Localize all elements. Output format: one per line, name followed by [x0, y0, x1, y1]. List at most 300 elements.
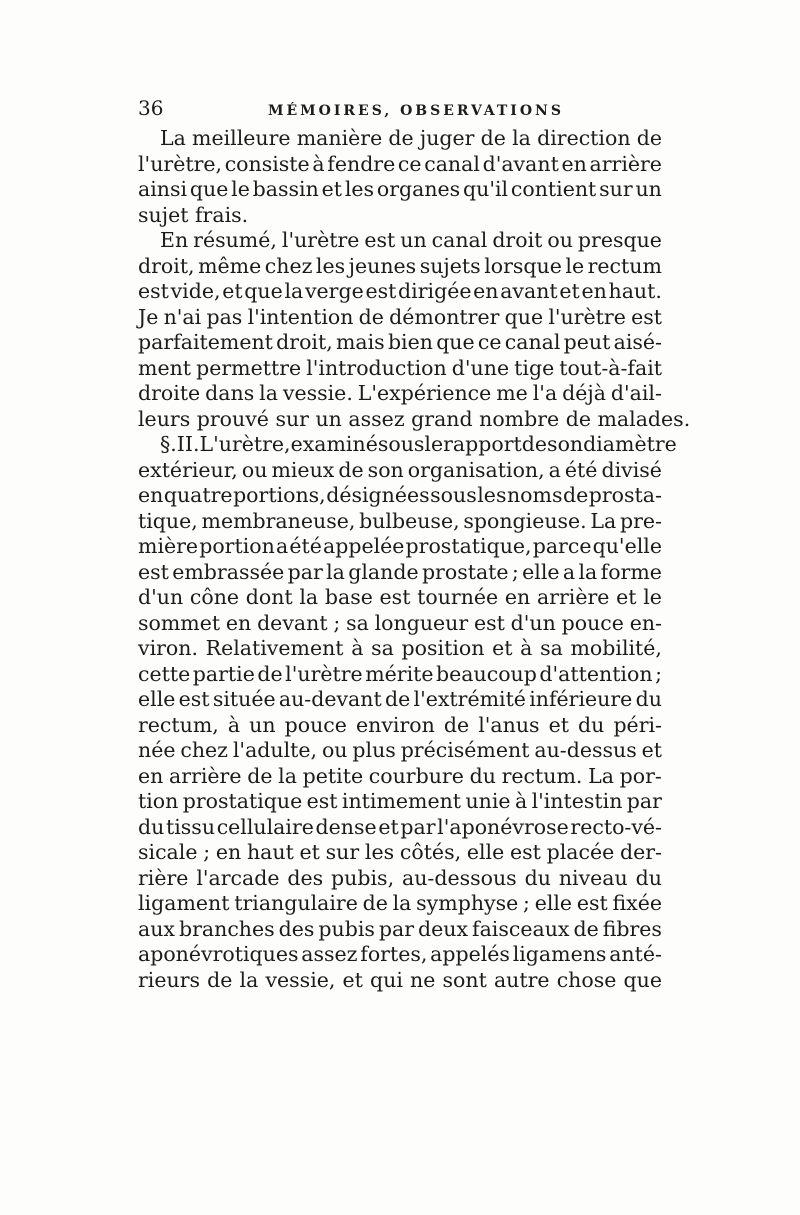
word: longueur: [374, 610, 469, 635]
word: petite: [302, 763, 364, 788]
text-line: [138, 483, 662, 509]
text-line: [138, 458, 662, 484]
word: ;: [333, 610, 341, 635]
text-line: [138, 917, 662, 943]
word: sa: [346, 610, 369, 635]
word: et: [222, 279, 243, 303]
word: la: [512, 126, 531, 150]
word: arrière: [536, 585, 610, 609]
word: et: [548, 712, 569, 737]
word: par: [626, 789, 662, 813]
word: est: [576, 891, 608, 915]
word: sommet: [138, 610, 221, 635]
word: l'a: [532, 381, 558, 405]
word: l'urètre: [281, 228, 360, 252]
word: arrière: [589, 151, 662, 176]
word: prouvé: [196, 406, 276, 431]
word: au-dessus: [534, 738, 637, 762]
word: en: [561, 151, 587, 176]
text-line: [138, 356, 662, 382]
word: La: [590, 508, 617, 533]
word: sujet: [138, 202, 195, 227]
word: forme: [600, 559, 662, 584]
word: tissu: [165, 814, 216, 839]
word: noms: [506, 483, 563, 507]
word: pas: [206, 304, 243, 329]
word: est: [138, 559, 169, 584]
word: située: [212, 687, 276, 711]
word: est: [364, 228, 396, 252]
word: haut: [246, 840, 294, 864]
word: le: [424, 432, 444, 456]
running-head: [138, 96, 662, 122]
word: la: [278, 763, 297, 788]
word: du: [578, 712, 605, 737]
word: pouce: [561, 610, 624, 635]
word: En: [160, 228, 189, 252]
word: et: [378, 814, 399, 839]
word: aux: [138, 916, 175, 941]
word: mérite: [365, 661, 434, 686]
word: par: [378, 916, 415, 941]
word: faisceaux: [472, 916, 570, 941]
text-line: [138, 662, 662, 688]
word: par: [287, 559, 323, 584]
word: en: [138, 483, 164, 507]
word: chez: [264, 253, 313, 278]
word: verge: [304, 279, 364, 303]
word: d'une: [451, 355, 510, 380]
word: de: [384, 687, 411, 711]
word: anté-: [609, 942, 662, 966]
word: est: [138, 279, 169, 303]
word: de: [573, 916, 599, 941]
word: sur: [599, 177, 633, 201]
word: sa: [540, 636, 563, 660]
word: les: [344, 177, 375, 201]
word: est: [473, 610, 505, 635]
word: partie: [192, 661, 255, 686]
word: d'un: [510, 610, 556, 635]
word: droit: [492, 228, 543, 252]
word: portions,: [233, 483, 326, 507]
word: droit,: [138, 253, 195, 278]
text-line: [138, 534, 662, 560]
word: en-: [629, 610, 662, 635]
word: la: [239, 967, 259, 992]
word: recto-vé-: [570, 814, 662, 839]
word: à: [514, 789, 528, 813]
word: les: [477, 483, 507, 507]
word: spongieuse.: [463, 508, 587, 533]
word: l'urètre: [548, 304, 626, 329]
word: mais: [335, 330, 385, 354]
word: que: [504, 304, 544, 329]
word: tournée: [417, 585, 499, 609]
word: de: [565, 406, 598, 431]
word: ce: [397, 151, 422, 176]
word: le: [231, 177, 250, 201]
word: presque: [577, 228, 662, 252]
word: prosta-: [588, 483, 662, 507]
word: de: [207, 967, 233, 992]
word: ligamens: [512, 942, 607, 966]
word: qu'elle: [592, 534, 662, 558]
word: branches: [178, 916, 275, 941]
word: elle: [522, 559, 560, 584]
word: canal: [431, 228, 488, 252]
word: fendre: [327, 151, 396, 176]
word: bassin: [252, 177, 319, 201]
word: le: [565, 253, 585, 278]
word: plus: [352, 738, 396, 762]
text-block: [138, 96, 691, 993]
word: et: [641, 738, 662, 762]
word: d'un: [138, 585, 184, 609]
word: bulbeuse,: [359, 508, 460, 533]
word: vessie,: [265, 967, 336, 992]
text-line: [138, 560, 662, 586]
text-line: [138, 942, 662, 968]
word: été: [564, 457, 598, 482]
word: §.: [160, 432, 177, 456]
word: un: [315, 406, 349, 431]
word: sous: [377, 432, 425, 456]
word: cône: [189, 585, 240, 609]
text-line: [138, 840, 662, 866]
word: du: [469, 763, 496, 788]
word: organes: [376, 177, 461, 201]
word: ou: [321, 738, 348, 762]
word: côtés,: [399, 840, 462, 864]
word: autre: [493, 967, 550, 992]
word: est: [631, 304, 662, 329]
text-line: [138, 381, 662, 407]
word: qu'il: [463, 177, 509, 201]
word: ou: [547, 228, 573, 252]
word: la: [259, 381, 278, 405]
word: pubis: [318, 916, 375, 941]
word: a: [562, 559, 576, 584]
word: que: [244, 279, 283, 303]
word: que: [623, 967, 662, 992]
word: démontrer: [389, 304, 500, 329]
word: mière: [138, 534, 199, 558]
word: tique,: [138, 508, 198, 533]
text-line: [138, 764, 662, 790]
text-line: [138, 254, 662, 280]
word: la: [299, 585, 319, 609]
word: de: [247, 763, 273, 788]
word: d'attention: [539, 661, 653, 686]
word: du: [635, 865, 662, 890]
word: en: [138, 763, 164, 788]
word: la: [326, 559, 345, 584]
word: organisation,: [407, 457, 545, 482]
word: ou: [241, 457, 268, 482]
word: sur: [275, 406, 316, 431]
word: portion: [199, 534, 275, 558]
word: ce: [477, 330, 502, 354]
text-line: [138, 687, 662, 713]
word: por-: [619, 763, 662, 788]
word: sujets: [419, 253, 481, 278]
text-line: [138, 406, 691, 433]
text-line: [138, 305, 662, 331]
word: direction: [537, 126, 631, 150]
word: son: [367, 457, 404, 482]
word: rectum.: [501, 763, 583, 788]
word: avant: [500, 279, 558, 303]
word: ainsi: [138, 177, 188, 201]
text-line: [138, 866, 662, 892]
word: l'anus: [478, 712, 540, 737]
word: dont: [245, 585, 293, 609]
word: dirigée: [398, 279, 472, 303]
word: intimement: [341, 789, 462, 813]
word: est: [178, 687, 210, 711]
word: rapport: [443, 432, 522, 456]
word: parce: [532, 534, 592, 558]
text-line: [138, 152, 662, 178]
word: la: [578, 559, 598, 584]
word: prostate: [421, 559, 509, 584]
word: placée: [546, 840, 615, 864]
word: canal: [504, 330, 561, 354]
text-line: [138, 203, 662, 229]
word: de: [636, 126, 662, 150]
word: ne: [410, 967, 436, 992]
text-line: [138, 585, 662, 611]
word: désignées: [326, 483, 430, 507]
word: de: [358, 304, 384, 329]
word: position: [401, 636, 485, 660]
word: extérieur,: [138, 457, 238, 482]
text-line: [138, 789, 662, 815]
word: dans: [205, 381, 255, 405]
word: a: [548, 457, 561, 482]
word: de: [362, 891, 388, 915]
word: quatre: [163, 483, 233, 507]
text-line: [138, 815, 662, 841]
word: sur: [325, 840, 360, 864]
word: meilleure: [192, 126, 291, 150]
word: diamètre: [583, 432, 677, 456]
word: examiné: [290, 432, 378, 456]
word: en: [581, 279, 607, 303]
word: la: [284, 279, 304, 303]
word: me: [496, 381, 528, 405]
word: a: [275, 534, 289, 558]
word: assez: [301, 942, 358, 966]
word: courbure: [368, 763, 464, 788]
word: l'introduction: [306, 355, 447, 380]
word: fixée: [612, 891, 662, 915]
word: rieurs: [138, 967, 201, 992]
word: du: [524, 865, 551, 890]
word: environ: [355, 712, 435, 737]
text-line: [138, 126, 662, 152]
text-line: [138, 432, 677, 458]
word: l'aponévrose: [437, 814, 569, 839]
text-line: [138, 279, 662, 305]
word: est: [365, 279, 397, 303]
word: ;: [203, 840, 211, 864]
word: en: [504, 585, 531, 609]
text-line: [138, 636, 662, 662]
word: L'expérience: [357, 381, 492, 405]
word: ;: [655, 661, 662, 686]
word: glande: [348, 559, 419, 584]
word: l'arcade: [196, 865, 280, 890]
word: elle: [138, 687, 176, 711]
word: ment: [138, 355, 192, 380]
word: née: [138, 738, 176, 762]
word: rectum: [587, 253, 662, 278]
word: pre-: [619, 508, 662, 533]
word: des: [278, 916, 315, 941]
word: péri-: [613, 712, 662, 737]
word: II.: [176, 432, 200, 456]
word: l'urètre,: [138, 151, 223, 176]
word: été: [289, 534, 322, 558]
word: les: [315, 253, 346, 278]
word: du: [635, 687, 662, 711]
word: prostatique,: [405, 534, 532, 558]
word: déjà: [562, 381, 606, 405]
word: et: [492, 636, 513, 660]
word: de: [338, 457, 364, 482]
text-line: [138, 968, 662, 994]
word: assez: [348, 406, 412, 431]
word: haut.: [608, 279, 662, 303]
text-line: [138, 330, 662, 356]
word: d'avant: [482, 151, 559, 176]
word: de: [480, 126, 506, 150]
word: peut: [563, 330, 611, 354]
word: résumé,: [193, 228, 277, 252]
word: vide,: [170, 279, 221, 303]
word: membraneuse,: [201, 508, 356, 533]
text-line: [138, 713, 662, 739]
text-line: [138, 891, 662, 917]
word: un: [635, 177, 662, 201]
word: est: [509, 840, 541, 864]
word: deux: [418, 916, 469, 941]
word: parfaitement: [138, 330, 273, 354]
word: au-dessous: [401, 865, 517, 890]
word: qui: [370, 967, 403, 992]
word: en: [473, 279, 499, 303]
word: leurs: [138, 406, 197, 431]
word: de: [521, 432, 548, 456]
word: le: [643, 585, 662, 609]
word: fibres: [602, 916, 662, 941]
word: grand: [411, 406, 480, 431]
word: par: [400, 814, 436, 839]
word: arrière: [169, 763, 242, 788]
word: beaucoup: [436, 661, 537, 686]
text-line: [138, 611, 662, 637]
word: du: [138, 814, 165, 839]
word: et: [299, 840, 320, 864]
word: jeunes: [348, 253, 417, 278]
word: ;: [511, 559, 519, 584]
word: prostatique: [182, 789, 303, 813]
word: unie: [465, 789, 511, 813]
word: canal: [424, 151, 480, 176]
word: lorsque: [484, 253, 562, 278]
text-line: [138, 177, 662, 203]
text-line: [138, 509, 662, 535]
word: malades.: [597, 406, 691, 431]
word: de: [257, 661, 283, 686]
word: juger: [419, 126, 475, 150]
word: des: [287, 865, 324, 890]
word: consiste: [224, 151, 310, 176]
word: rectum,: [138, 712, 219, 737]
word: sa: [371, 636, 394, 660]
word: elle: [534, 891, 573, 915]
word: symphyse: [416, 891, 519, 915]
word: est: [379, 585, 411, 609]
word: en: [225, 610, 252, 635]
word: précisément: [400, 738, 530, 762]
text-line: [138, 228, 662, 254]
word: que: [436, 330, 475, 354]
running-title: MÉMOIRES, OBSERVATIONS: [268, 103, 564, 119]
word: La: [160, 126, 186, 150]
word: appelée: [322, 534, 405, 558]
word: un: [400, 228, 427, 252]
word: l'adulte,: [232, 738, 318, 762]
word: inférieure: [529, 687, 633, 711]
word: les: [364, 840, 395, 864]
word: niveau: [558, 865, 628, 890]
word: ;: [523, 891, 530, 915]
word: elle: [466, 840, 505, 864]
word: son: [547, 432, 584, 456]
word: nombre: [479, 406, 566, 431]
text-line: [138, 738, 662, 764]
word: sicale: [138, 840, 198, 864]
word: base: [324, 585, 373, 609]
word: de: [562, 483, 589, 507]
word: rière: [138, 865, 189, 890]
word: appelés: [430, 942, 510, 966]
word: l'intention: [247, 304, 354, 329]
page-number: 36: [138, 96, 164, 120]
word: tige: [514, 355, 555, 380]
word: la: [392, 891, 412, 915]
word: dense: [315, 814, 377, 839]
word: mobilité,: [570, 636, 662, 660]
word: chose: [556, 967, 617, 992]
word: embrassée: [172, 559, 285, 584]
word: vessie.: [282, 381, 353, 405]
word: Relativement: [205, 636, 344, 660]
word: La: [588, 763, 614, 788]
word: Je: [138, 304, 159, 329]
word: même: [198, 253, 262, 278]
word: aisé-: [613, 330, 662, 354]
word: de: [443, 712, 470, 737]
word: cette: [138, 661, 191, 686]
word: contient: [510, 177, 597, 201]
word: à: [312, 151, 325, 176]
word: triangulaire: [234, 891, 358, 915]
word: pubis,: [331, 865, 395, 890]
